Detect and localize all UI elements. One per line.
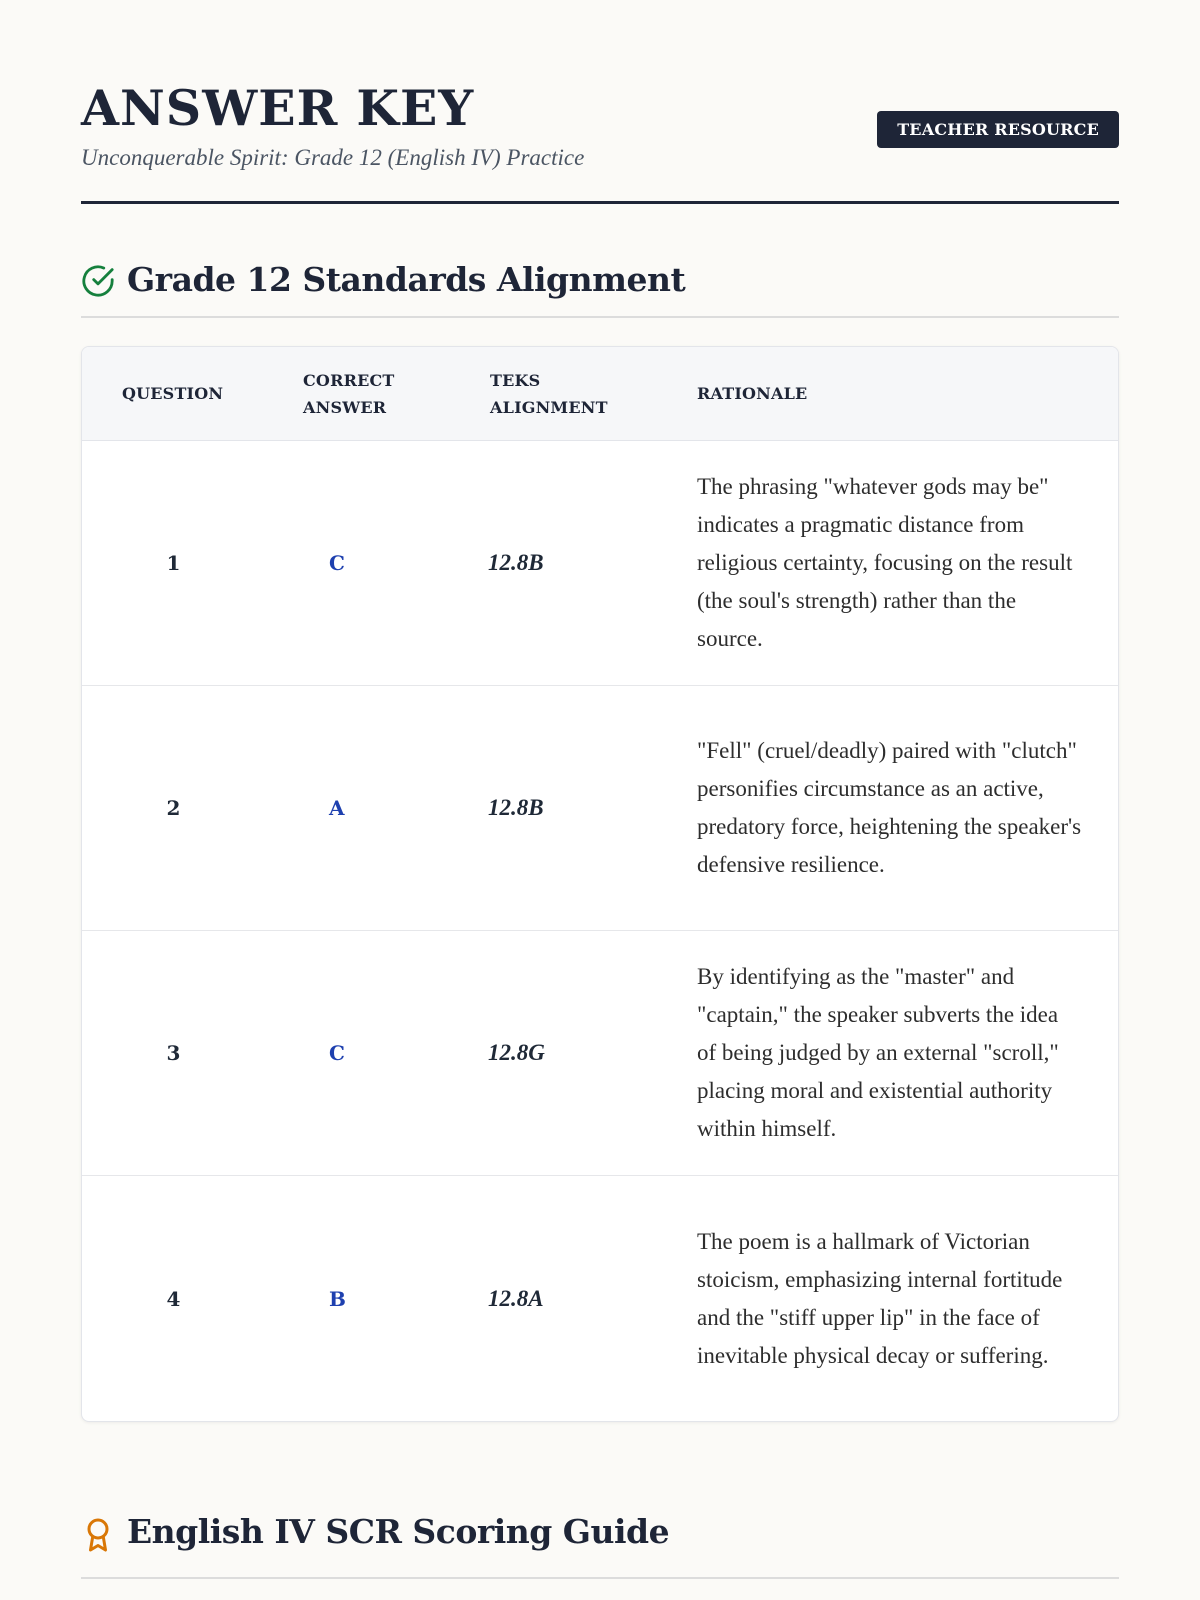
award-ribbon-icon [83,1517,113,1553]
page-header [81,0,1119,204]
section-title: Grade 12 Standards Alignment [127,260,686,299]
teacher-resource-badge: TEACHER RESOURCE [877,111,1119,148]
rationale-text: The poem is a hallmark of Victorian stoicism, emphasizing internal fortitude and the "stiff upper lip" in the face of inevitable physical decay or suffering. [697,1228,1063,1368]
correct-answer: B [329,1286,346,1311]
correct-answer: C [329,551,345,575]
teks-code: 12.8B [488,795,544,820]
header-question: QUESTION [122,384,224,403]
question-number: 2 [166,796,181,820]
rationale-text: "Fell" (cruel/deadly) paired with "clutch" personifies circumstance as an active, predatory force, heightening the speaker's defensive resilience. [697,738,1082,877]
rationale-text: By identifying as the "master" and "captain," the speaker subverts the idea of being judged by an external "scroll," placing moral and existential authority within himself. [697,964,1059,1141]
question-number: 3 [166,1041,181,1065]
table-row [82,1176,1118,1421]
header-teks-line1: TEKS [490,370,541,390]
teks-code: 12.8A [488,1285,544,1311]
correct-answer: C [329,1041,345,1065]
teks-code: 12.8G [488,1040,545,1065]
question-number: 4 [166,1286,181,1311]
page-title: ANSWER KEY [81,79,475,137]
header-answer-line2: ANSWER [303,397,387,417]
page-subtitle: Unconquerable Spirit: Grade 12 (English IV) Practice [81,145,585,170]
header-rationale: RATIONALE [697,384,808,403]
table-row [82,441,1118,686]
header-correct-answer [265,367,452,421]
table-row [82,931,1118,1176]
rationale-text: The phrasing "whatever gods may be" indicates a pragmatic distance from religious certainty, focusing on the result (the soul's strength) rather than the source. [697,474,1073,651]
header-teks-line2: ALIGNMENT [490,397,608,417]
answer-table [81,346,1119,1422]
question-number: 1 [166,551,181,575]
check-circle-icon [81,264,115,298]
section-title: English IV SCR Scoring Guide [127,1512,670,1551]
standards-section-header [81,204,1119,318]
table-row [82,686,1118,931]
header-teks-alignment [452,367,661,421]
teks-code: 12.8B [488,550,544,575]
scoring-guide-section-header [81,1422,1119,1579]
header-answer-line1: CORRECT [303,370,395,390]
correct-answer: A [329,796,345,820]
table-header-row [82,347,1118,441]
